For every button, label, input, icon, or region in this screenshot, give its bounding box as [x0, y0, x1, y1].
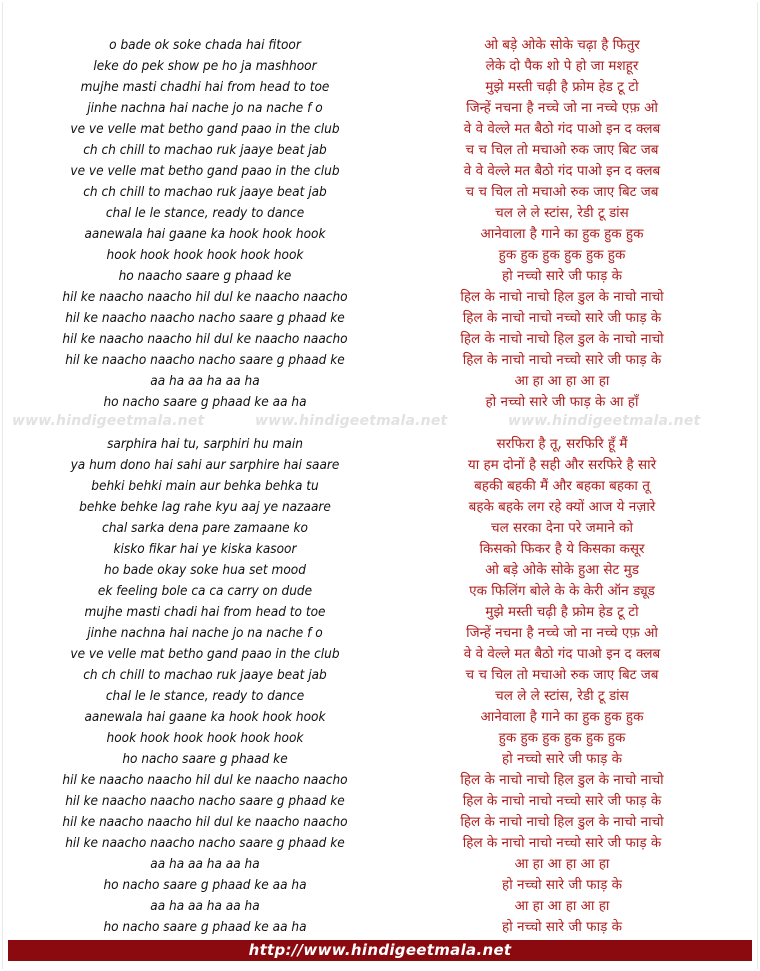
- lyric-line: हो नच्चो सारे जी फाड़ के: [502, 751, 622, 767]
- lyric-line: ho nacho saare g phaad ke: [122, 751, 288, 767]
- lyric-line: या हम दोनों है सही और सरफिरे है सारे: [467, 457, 657, 473]
- lyric-line: mujhe masti chadhi hai from head to toe: [80, 79, 330, 95]
- lyric-line: जिन्हें नचना है नच्चे जो ना नच्चे एफ़ ओ: [466, 625, 658, 641]
- lyric-line: हिल के नाचो नाचो नच्चो सारे जी फाड़ के: [462, 310, 662, 326]
- lyric-line: हिल के नाचो नाचो हिल डुल के नाचो नाचो: [460, 289, 664, 305]
- lyric-line: jinhe nachna hai nache jo na nache f o: [87, 100, 323, 116]
- lyric-line: aa ha aa ha aa ha: [150, 856, 260, 872]
- lyric-line: मुझे मस्ती चढ़ी है फ्रोम हेड टू टो: [485, 79, 639, 95]
- lyric-line: chal sarka dena pare zamaane ko: [102, 520, 308, 536]
- lyric-line: हिल के नाचो नाचो नच्चो सारे जी फाड़ के: [462, 352, 662, 368]
- lyric-line: आ हा आ हा आ हा: [514, 856, 610, 872]
- lyric-line: हिल के नाचो नाचो हिल डुल के नाचो नाचो: [460, 331, 664, 347]
- lyric-line: वे वे वेल्ले मत बैठो गंद पाओ इन द क्लब: [463, 121, 661, 137]
- lyric-line: बहके बहके लग रहे क्यों आज ये नज़ारे: [468, 499, 656, 515]
- lyric-line: च च चिल तो मचाओ रुक जाए बिट जब: [465, 667, 659, 683]
- lyric-line: चल ले ले स्टांस, रेडी टू डांस: [495, 688, 629, 704]
- lyric-line: एक फिलिंग बोले के के केरी ऑन ड्यूड: [469, 583, 655, 599]
- lyric-line: वे वे वेल्ले मत बैठो गंद पाओ इन द क्लब: [463, 646, 661, 662]
- lyric-line: jinhe nachna hai nache jo na nache f o: [87, 625, 323, 641]
- lyric-line: sarphira hai tu, sarphiri hu main: [107, 436, 303, 452]
- lyric-line: चल सरका देना परे जमाने को: [491, 520, 633, 536]
- watermark-text: www.hindigeetmala.net: [255, 413, 448, 429]
- lyric-line: ve ve velle mat betho gand paao in the club: [70, 121, 340, 137]
- lyric-line: आ हा आ हा आ हा: [514, 373, 610, 389]
- footer-site-link[interactable]: http://www.hindigeetmala.net: [248, 941, 512, 959]
- lyric-line: हुक हुक हुक हुक हुक हुक: [498, 247, 626, 263]
- lyric-line: ch ch chill to machao ruk jaaye beat jab: [83, 142, 327, 158]
- lyric-line: आ हा आ हा आ हा: [514, 898, 610, 914]
- lyric-line: hil ke naacho naacho nacho saare g phaad ke: [65, 793, 345, 809]
- lyric-line: हो नच्चो सारे जी फाड़ के: [502, 919, 622, 935]
- lyric-line: ek feeling bole ca ca carry on dude: [97, 583, 313, 599]
- lyric-line: hil ke naacho naacho hil dul ke naacho naacho: [62, 772, 348, 788]
- lyric-line: जिन्हें नचना है नच्चे जो ना नच्चे एफ़ ओ: [466, 100, 658, 116]
- lyric-line: ho nacho saare g phaad ke aa ha: [103, 877, 307, 893]
- lyric-line: hil ke naacho naacho hil dul ke naacho naacho: [62, 289, 348, 305]
- lyric-line: aa ha aa ha aa ha: [150, 898, 260, 914]
- lyric-line: हिल के नाचो नाचो हिल डुल के नाचो नाचो: [460, 772, 664, 788]
- lyric-line: ch ch chill to machao ruk jaaye beat jab: [83, 667, 327, 683]
- lyric-line: aanewala hai gaane ka hook hook hook: [84, 226, 326, 242]
- devanagari-lyrics-column: [397, 35, 727, 938]
- lyric-line: आनेवाला है गाने का हुक हुक हुक: [480, 709, 644, 725]
- lyric-line: आनेवाला है गाने का हुक हुक हुक: [480, 226, 644, 242]
- lyric-line: हिल के नाचो नाचो नच्चो सारे जी फाड़ के: [462, 793, 662, 809]
- lyric-line: हुक हुक हुक हुक हुक हुक: [498, 730, 626, 746]
- lyric-line: मुझे मस्ती चढ़ी है फ्रोम हेड टू टो: [485, 604, 639, 620]
- lyric-line: behke behke lag rahe kyu aaj ye nazaare: [79, 499, 331, 515]
- lyric-line: ho nacho saare g phaad ke aa ha: [103, 394, 307, 410]
- lyric-line: behki behki main aur behka behka tu: [91, 478, 319, 494]
- lyric-line: हिल के नाचो नाचो हिल डुल के नाचो नाचो: [460, 814, 664, 830]
- lyric-line: च च चिल तो मचाओ रुक जाए बिट जब: [465, 142, 659, 158]
- lyric-line: चल ले ले स्टांस, रेडी टू डांस: [495, 205, 629, 221]
- lyric-line: hil ke naacho naacho nacho saare g phaad ke: [65, 352, 345, 368]
- lyric-line: हिल के नाचो नाचो नच्चो सारे जी फाड़ के: [462, 835, 662, 851]
- footer-bar: [8, 940, 752, 961]
- lyric-line: हो नच्चो सारे जी फाड़ के: [502, 877, 622, 893]
- lyric-line: hook hook hook hook hook hook: [106, 247, 304, 263]
- lyric-line: ho naacho saare g phaad ke: [118, 268, 292, 284]
- lyric-line: hook hook hook hook hook hook: [106, 730, 304, 746]
- lyric-line: ve ve velle mat betho gand paao in the club: [70, 163, 340, 179]
- lyric-line: सरफिरा है तू, सरफिरि हूँ मैं: [496, 436, 628, 452]
- lyric-line: hil ke naacho naacho hil dul ke naacho naacho: [62, 814, 348, 830]
- watermark-text: www.hindigeetmala.net: [508, 413, 701, 429]
- lyric-line: hil ke naacho naacho nacho saare g phaad ke: [65, 835, 345, 851]
- lyric-line: o bade ok soke chada hai fitoor: [109, 37, 301, 53]
- lyric-line: च च चिल तो मचाओ रुक जाए बिट जब: [465, 184, 659, 200]
- lyric-line: हो नच्चो सारे जी फाड़ के आ हाँ: [485, 394, 639, 410]
- lyric-line: लेके दो पैक शो पे हो जा मशहूर: [485, 58, 639, 74]
- lyric-line: aanewala hai gaane ka hook hook hook: [84, 709, 326, 725]
- lyric-line: ओ बड़े ओके सोके चढ़ा है फितुर: [484, 37, 640, 53]
- watermark-text: www.hindigeetmala.net: [12, 413, 205, 429]
- lyric-line: ho bade okay soke hua set mood: [104, 562, 306, 578]
- lyric-line: hil ke naacho naacho hil dul ke naacho naacho: [62, 331, 348, 347]
- lyric-line: mujhe masti chadi hai from head to toe: [84, 604, 326, 620]
- lyric-line: aa ha aa ha aa ha: [150, 373, 260, 389]
- lyric-line: ya hum dono hai sahi aur sarphire hai saare: [70, 457, 340, 473]
- lyric-line: chal le le stance, ready to dance: [105, 688, 305, 704]
- lyric-line: leke do pek show pe ho ja mashhoor: [93, 58, 317, 74]
- lyric-line: ho nacho saare g phaad ke aa ha: [103, 919, 307, 935]
- lyric-line: किसको फिकर है ये किसका कसूर: [479, 541, 645, 557]
- lyric-line: kisko fikar hai ye kiska kasoor: [113, 541, 297, 557]
- lyric-line: ve ve velle mat betho gand paao in the club: [70, 646, 340, 662]
- lyric-line: chal le le stance, ready to dance: [105, 205, 305, 221]
- lyric-line: बहकी बहकी मैं और बहका बहका तू: [474, 478, 650, 494]
- lyric-line: ch ch chill to machao ruk jaaye beat jab: [83, 184, 327, 200]
- lyric-line: ओ बड़े ओके सोके हुआ सेट मुड: [485, 562, 639, 578]
- romanized-lyrics-column: [40, 35, 370, 938]
- lyric-line: hil ke naacho naacho nacho saare g phaad ke: [65, 310, 345, 326]
- lyric-line: वे वे वेल्ले मत बैठो गंद पाओ इन द क्लब: [463, 163, 661, 179]
- lyric-line: हो नच्चो सारे जी फाड़ के: [502, 268, 622, 284]
